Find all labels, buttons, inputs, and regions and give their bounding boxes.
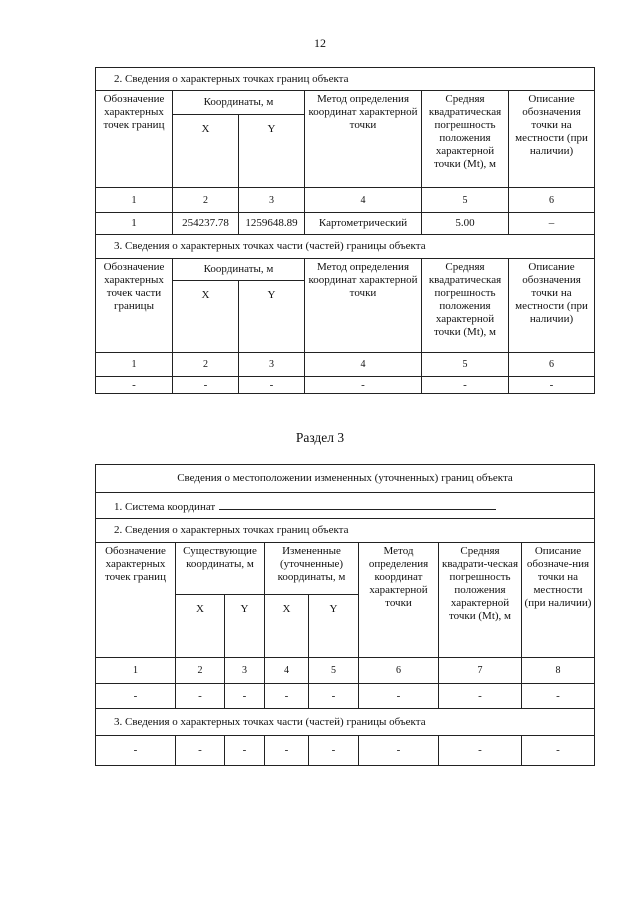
column-number: 4 [305,353,422,377]
empty-cell: - [173,377,239,394]
empty-cell: - [225,684,265,709]
section-heading: Раздел 3 [295,430,345,445]
error-header: Средняя квадрати-ческая погрешность положения характерной точки (Mt), м [439,543,522,658]
empty-cell: - [305,377,422,394]
column-number: 1 [96,658,176,684]
x-header: X [265,595,309,658]
column-number: 4 [305,188,422,213]
column-number: 6 [509,353,595,377]
y-header: Y [225,595,265,658]
column-number: 2 [176,658,225,684]
error-header: Средняя квадратическая погрешность положения характерной точки (Mt), м [422,91,509,188]
empty-cell: - [265,736,309,766]
coordinates-header: Координаты, м [173,91,305,115]
table-row [96,377,595,394]
empty-cell: - [225,736,265,766]
table-title: 2. Сведения о характерных точках границ объекта [96,68,595,91]
column-number: 6 [509,188,595,213]
designation-header: Обозначение характерных точек границ [96,543,176,658]
empty-cell: - [96,377,173,394]
y-header: Y [239,115,305,188]
method-header: Метод определения координат характерной точки [305,91,422,188]
empty-cell: - [522,684,595,709]
method-header: Метод определения координат характерной точки [359,543,439,658]
coordinate-system-label: 1. Система координат [114,500,216,513]
empty-cell: - [265,684,309,709]
empty-cell: - [439,684,522,709]
column-number: 7 [439,658,522,684]
coordinate-system-blank [219,498,496,510]
column-number: 5 [422,188,509,213]
x-header: X [176,595,225,658]
table-caption: Сведения о местоположении измененных (уточненных) границ объекта [96,465,595,493]
error-header: Средняя квадратическая погрешность положения характерной точки (Mt), м [422,259,509,353]
empty-cell: - [309,684,359,709]
table-title: 3. Сведения о характерных точках части (частей) границы объекта [96,709,595,736]
table-row [96,213,595,235]
empty-cell: - [439,736,522,766]
empty-cell: - [422,377,509,394]
x-header: X [173,281,239,353]
cell-point-id: 1 [96,213,173,235]
table-row [96,736,595,766]
description-header: Описание обозначения точки на местности (при наличии) [509,91,595,188]
y-header: Y [309,595,359,658]
x-header: X [173,115,239,188]
coordinates-header: Координаты, м [173,259,305,281]
cell-description: – [509,213,595,235]
column-number: 3 [239,353,305,377]
existing-coordinates-header: Существующие координаты, м [176,543,265,595]
designation-header: Обозначение характерных точек границ [96,91,173,188]
column-number: 8 [522,658,595,684]
table-title: 2. Сведения о характерных точках границ объекта [96,519,595,543]
column-number: 1 [96,188,173,213]
cell-error: 5.00 [422,213,509,235]
coordinate-system-row [96,493,595,519]
column-number: 2 [173,353,239,377]
method-header: Метод определения координат характерной точки [305,259,422,353]
empty-cell: - [359,736,439,766]
changed-coordinates-header: Измененные (уточненные) координаты, м [265,543,359,595]
designation-header: Обозначение характерных точек части границы [96,259,173,353]
empty-cell: - [509,377,595,394]
description-header: Описание обозначе-ния точки на местности (при наличии) [522,543,595,658]
table-row [96,684,595,709]
column-number: 1 [96,353,173,377]
column-number: 3 [239,188,305,213]
description-header: Описание обозначения точки на местности (при наличии) [509,259,595,353]
table-title: 3. Сведения о характерных точках части (частей) границы объекта [96,235,595,259]
column-number: 5 [422,353,509,377]
y-header: Y [239,281,305,353]
empty-cell: - [239,377,305,394]
cell-method: Картометрический [305,213,422,235]
changed-boundaries-table [95,464,595,766]
cell-x: 254237.78 [173,213,239,235]
column-number: 4 [265,658,309,684]
column-number: 5 [309,658,359,684]
column-number: 2 [173,188,239,213]
empty-cell: - [96,736,176,766]
empty-cell: - [522,736,595,766]
empty-cell: - [176,684,225,709]
empty-cell: - [96,684,176,709]
empty-cell: - [176,736,225,766]
cell-y: 1259648.89 [239,213,305,235]
page-number: 12 [314,36,326,50]
empty-cell: - [359,684,439,709]
boundary-points-table [95,67,595,394]
column-number: 6 [359,658,439,684]
column-number: 3 [225,658,265,684]
empty-cell: - [309,736,359,766]
